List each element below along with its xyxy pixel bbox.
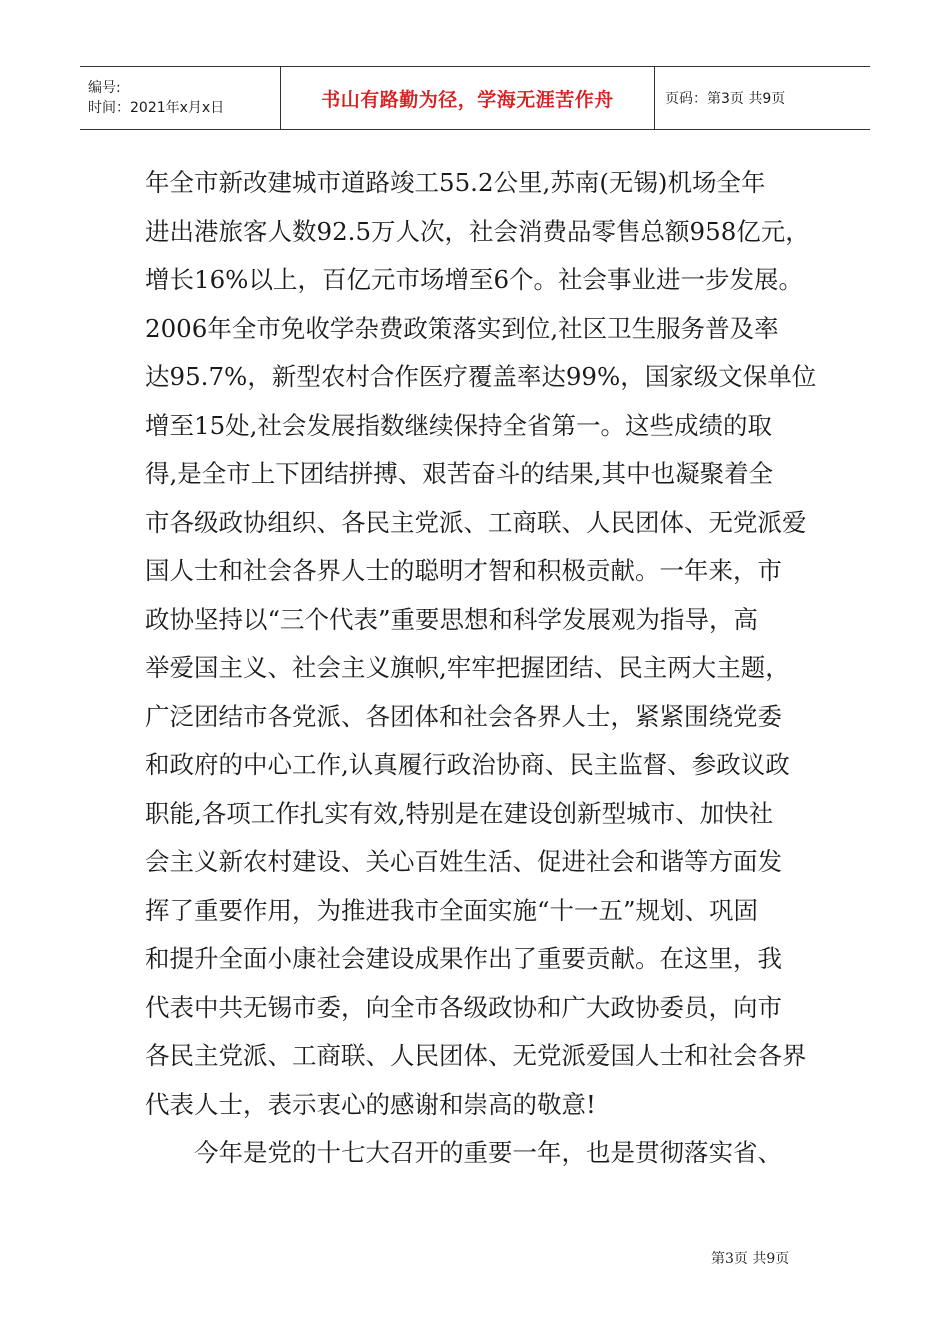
document-body (145, 159, 817, 1178)
body-line: 代表中共无锡市委，向全市各级政协和广大政协委员，向市 (145, 992, 782, 1022)
body-line: 政协坚持以“三个代表”重要思想和科学发展观为指导，高 (145, 604, 759, 634)
document-date-label: 时间：2021年x月x日 (88, 100, 225, 116)
body-line: 国人士和社会各界人士的聪明才智和积极贡献。一年来，市 (145, 556, 782, 585)
page-footer: 第3页 共9页 (711, 1251, 790, 1267)
header-motto: 书山有路勤为径，学海无涯苦作舟 (281, 67, 655, 129)
header-page-code: 页码：第3页 共9页 (665, 91, 786, 107)
body-line: 会主义新农村建设、关心百姓生活、促进社会和谐等方面发 (145, 847, 782, 876)
body-line: 和政府的中心工作,认真履行政治协商、民主监督、参政议政 (145, 750, 790, 779)
body-line: 年全市新改建城市道路竣工55.2公里,苏南(无锡)机场全年 (145, 168, 766, 197)
document-number-label: 编号: (88, 80, 121, 96)
body-line: 增长16%以上，百亿元市场增至6个。社会事业进一步发展。 (145, 265, 804, 294)
body-line: 增至15处,社会发展指数继续保持全省第一。这些成绩的取 (145, 410, 772, 440)
body-line: 达95.7%，新型农村合作医疗覆盖率达99%，国家级文保单位 (145, 362, 817, 391)
body-line: 职能,各项工作扎实有效,特别是在建设创新型城市、加快社 (145, 798, 774, 828)
body-line: 和提升全面小康社会建设成果作出了重要贡献。在这里，我 (145, 944, 782, 973)
body-line: 各民主党派、工商联、人民团体、无党派爱国人士和社会各界 (145, 1041, 807, 1070)
header-meta (80, 67, 281, 129)
body-line: 挥了重要作用，为推进我市全面实施“十一五”规划、巩固 (145, 895, 759, 925)
body-line: 2006年全市免收学杂费政策落实到位,社区卫生服务普及率 (145, 313, 779, 343)
body-line: 市各级政协组织、各民主党派、工商联、人民团体、无党派爱 (145, 507, 807, 537)
body-line: 举爱国主义、社会主义旗帜,牢牢把握团结、民主两大主题， (145, 653, 790, 682)
body-line: 代表人士，表示衷心的感谢和崇高的敬意! (145, 1089, 596, 1119)
page-header (80, 66, 870, 130)
body-line: 进出港旅客人数92.5万人次，社会消费品零售总额958亿元， (145, 216, 810, 246)
body-line: 得,是全市上下团结拼搏、艰苦奋斗的结果,其中也凝聚着全 (145, 459, 774, 488)
body-line: 广泛团结市各党派、各团体和社会各界人士，紧紧围绕党委 (145, 701, 782, 731)
paragraph-start-line: 今年是党的十七大召开的重要一年，也是贯彻落实省、 (194, 1138, 782, 1167)
